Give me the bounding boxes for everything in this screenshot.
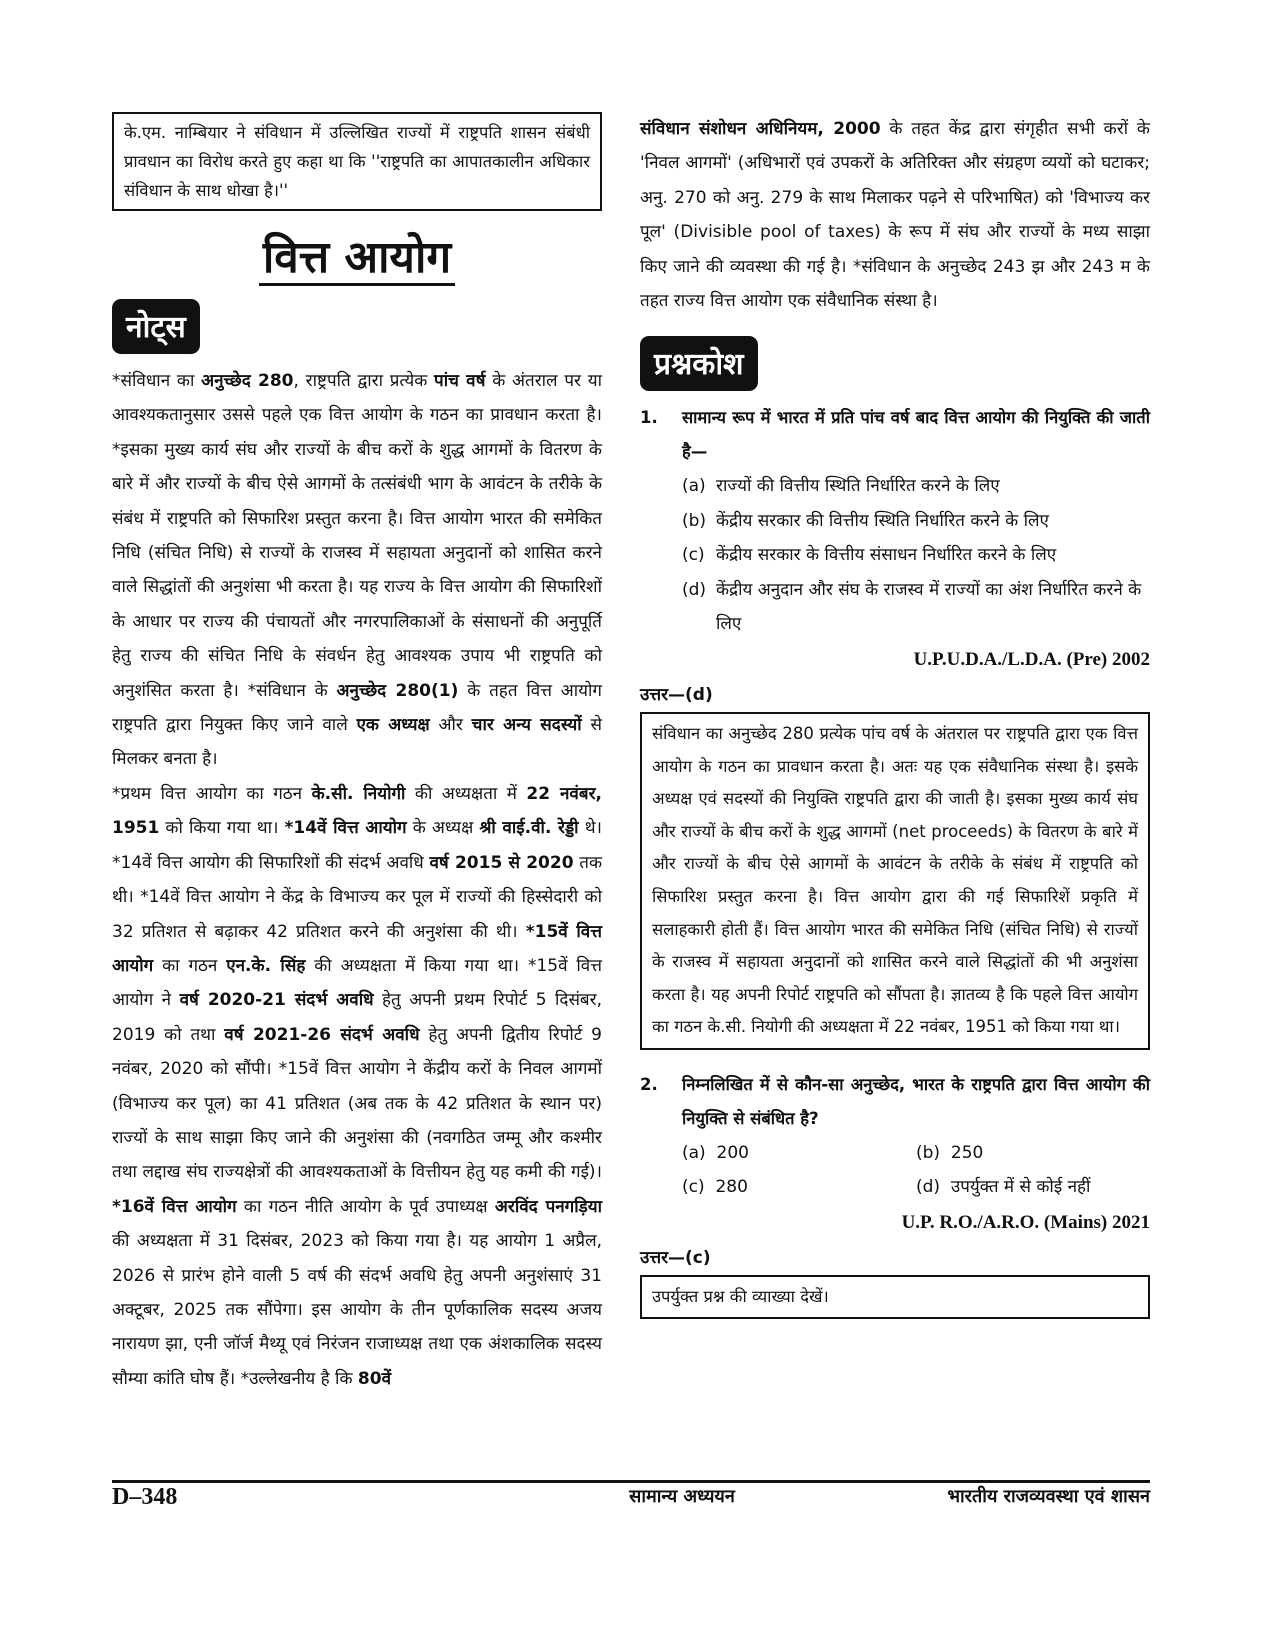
- bold-text-run: *16वें वित्त आयोग: [112, 1196, 237, 1217]
- notes-paragraph-1: [112, 364, 602, 777]
- question-source: U.P. R.O./A.R.O. (Mains) 2021: [901, 1211, 1150, 1233]
- text-run: थे। *14वें वित्त आयोग की सिफारिशों की संदर्भ अवधि: [112, 818, 602, 873]
- option: [682, 1170, 916, 1205]
- text-run: हेतु अपनी प्रथम रिपोर्ट 5 दिसंबर, 2019 को तथा: [112, 990, 602, 1045]
- bold-text-run: 22 नवंबर, 1951: [112, 783, 602, 839]
- option-text: 280: [715, 1177, 748, 1198]
- bold-text-run: अनुच्छेद 280: [201, 371, 294, 391]
- text-run: *संविधान का: [112, 371, 202, 391]
- explanation-text: संविधान का अनुच्छेद 280 प्रत्येक पांच वर्ष के अंतराल पर राष्ट्रपति द्वारा एक वित्त आयोग के गठन का प्रावधान करता है। अतः यह एक संवैधानिक संस्था है। इसके अध्यक्ष एवं सदस्यों की नियुक्ति राष्ट्रपति द्वारा की जाती है। इसका मुख्य कार्य संघ और राज्यों के बीच करों के शुद्ध आगमों (net proceeds) के वितरण के बारे में और राज्यों के बीच ऐसे आगमों के आवंटन के तरीके के संबंध में राष्ट्रपति को सिफारिश प्रस्तुत करना है। वित्त आयोग द्वारा की गई सिफारिशें प्रकृति में सलाहकारी होती हैं। वित्त आयोग भारत की समेकित निधि (संचित निधि) से राज्यों के राजस्व में सहायता अनुदानों को शासित करने वाले सिद्धांतों की भी अनुशंसा करता है। यह अपनी रिपोर्ट राष्ट्रपति को सौंपता है। ज्ञातव्य है कि पहले वित्त आयोग का गठन के.सी. नियोगी की अध्यक्षता में 22 नवंबर, 1951 को किया गया था।: [652, 723, 1138, 1037]
- option-text: केंद्रीय सरकार के वित्तीय संसाधन निर्धारित करने के लिए: [716, 545, 1057, 566]
- bold-text-run: पांच वर्ष: [434, 371, 486, 391]
- option-label: (d): [682, 579, 707, 600]
- text-run: के तहत वित्त आयोग राष्ट्रपति द्वारा नियुक्त किए जाने वाले: [112, 680, 603, 736]
- option-label: (b): [916, 1142, 941, 1163]
- text-run: की अध्यक्षता में 31 दिसंबर, 2023 को किया गया है। यह आयोग 1 अप्रैल, 2026 से प्रारंभ होने वाली 5 वर्ष की संदर्भ अवधि हेतु अपनी अनुशंसाएं 31 अक्टूबर, 2025 तक सौंपेगा। इस आयोग के तीन पूर्णकालिक सदस्य अजय नारायण झा, एनी जॉर्ज मैथ्यू एवं निरंजन राजाध्यक्ष तथा एक अंशकालिक सदस्य सौम्या कांति घोष हैं। *उल्लेखनीय है कि: [112, 1231, 602, 1389]
- question-text: सामान्य रूप में भारत में प्रति पांच वर्ष बाद वित्त आयोग की नियुक्ति की जाती है—: [682, 408, 1150, 462]
- question-number: 2.: [640, 1074, 658, 1094]
- option: [640, 469, 1150, 504]
- question-text: निम्नलिखित में से कौन-सा अनुच्छेद, भारत के राष्ट्रपति द्वारा वित्त आयोग की नियुक्ति से संबंधित है?: [682, 1074, 1150, 1128]
- bold-text-run: वर्ष 2015 से 2020: [429, 852, 574, 873]
- notes-paragraph-2: [112, 777, 602, 1396]
- bold-text-run: संविधान संशोधन अधिनियम, 2000: [640, 119, 881, 139]
- text-run: *प्रथम वित्त आयोग का गठन: [112, 783, 312, 804]
- option-text: राज्यों की वित्तीय स्थिति निर्धारित करने के लिए: [716, 476, 1000, 497]
- option-grid: [640, 1136, 1150, 1205]
- footer-book-title: भारतीय राजव्यवस्था एवं शासन: [947, 1486, 1150, 1507]
- chapter-title-text: वित्त आयोग: [259, 232, 455, 286]
- option-text: केंद्रीय सरकार की वित्तीय स्थिति निर्धारित करने के लिए: [716, 510, 1049, 531]
- notes-paragraph-3: [640, 112, 1150, 318]
- text-run: का गठन नीति आयोग के पूर्व उपाध्यक्ष: [236, 1196, 495, 1217]
- bold-text-run: श्री वाई.वी. रेड्डी: [479, 818, 579, 839]
- text-run: और: [429, 715, 472, 736]
- notes-tag: नोट्स: [112, 299, 200, 354]
- option-text: 250: [950, 1142, 984, 1163]
- text-run: हेतु अपनी द्वितीय रिपोर्ट 9 नवंबर, 2020 को सौंपी। *15वें वित्त आयोग ने केंद्रीय करों के निवल आगमों (विभाज्य कर पूल) का 41 प्रतिशत (अब तक के 42 प्रतिशत के स्थान पर) राज्यों के साथ साझा किए जाने की अनुशंसा की (नवगठित जम्मू और कश्मीर तथा लद्दाख संघ राज्यक्षेत्रों की आवश्यकताओं के वित्तीयन हेतु यह कमी की गई)।: [112, 1024, 603, 1183]
- text-run: के अंतराल पर या आवश्यकतानुसार उससे पहले एक वित्त आयोग के गठन का प्रावधान करता है। *इसका मुख्य कार्य संघ और राज्यों के बीच करों के शुद्ध आगमों के वितरण के बारे में और राज्यों के बीच ऐसे आगमों के तत्संबंधी भाग के आवंटन के तरीके के संबंध में राष्ट्रपति को सिफारिश प्रस्तुत करना है। वित्त आयोग भारत की समेकित निधि (संचित निधि) से राज्यों के राजस्व में सहायता अनुदानों को शासित करने वाले सिद्धांतों की अनुशंसा भी करता है। यह राज्य के वित्त आयोग की सिफारिशों के आधार पर राज्य की पंचायतों और नगरपालिकाओं के संसाधनों की अनुपूर्ति हेतु राज्य की संचित निधि के संवर्धन हेतु आवश्यक उपाय भी राष्ट्रपति को अनुशंसित करता है। *संविधान के: [112, 371, 602, 701]
- text-run: को किया गया था।: [159, 818, 285, 839]
- bold-text-run: वर्ष 2020-21 संदर्भ अवधि: [179, 990, 374, 1011]
- option: [916, 1170, 1150, 1205]
- text-run: तक थी। *14वें वित्त आयोग ने केंद्र के विभाज्य कर पूल में राज्यों की हिस्सेदारी को 32 प्रतिशत से बढ़ाकर 42 प्रतिशत करने की अनुशंसा की थी।: [112, 852, 603, 942]
- question-block: [640, 1068, 1150, 1320]
- right-column: [640, 112, 1150, 1319]
- option: [640, 573, 1150, 642]
- text-run: की अध्यक्षता में किया गया था। *15वें वित्त आयोग ने: [112, 955, 603, 1011]
- page-number: D–348: [112, 1484, 178, 1510]
- bold-text-run: *14वें वित्त आयोग: [284, 818, 407, 839]
- option: [916, 1136, 1150, 1171]
- option-text: केंद्रीय अनुदान और संघ के राजस्व में राज्यों का अंश निर्धारित करने के लिए: [716, 579, 1142, 635]
- option: [682, 1136, 916, 1171]
- question-source: U.P.U.D.A./L.D.A. (Pre) 2002: [913, 648, 1150, 670]
- quote-box: [112, 112, 602, 211]
- bold-text-run: चार अन्य सदस्यों: [471, 715, 582, 736]
- quote-text: के.एम. नाम्बियार ने संविधान में उल्लिखित राज्यों में राष्ट्रपति शासन संबंधी प्रावधान का विरोध करते हुए कहा था कि ''राष्ट्रपति का आपातकालीन अधिकार संविधान के साथ धोखा है।'': [124, 123, 590, 200]
- option-label: (b): [682, 510, 707, 531]
- answer-label: उत्तर—(d): [640, 684, 713, 705]
- option: [640, 538, 1150, 573]
- text-run: का गठन: [153, 955, 227, 976]
- question-bank-tag: प्रश्नकोश: [640, 336, 758, 391]
- chapter-title: [112, 229, 602, 287]
- left-column: [112, 112, 602, 1396]
- option-label: (a): [682, 476, 706, 497]
- footer-subject: सामान्य अध्ययन: [629, 1486, 735, 1507]
- answer-label: उत्तर—(c): [640, 1247, 711, 1268]
- text-run: के तहत केंद्र द्वारा संगृहीत सभी करों के 'निवल आगमों' (अधिभारों एवं उपकरों के अतिरिक्त और संग्रहण व्ययों को घटाकर; अनु. 270 को अनु. 279 के साथ मिलाकर पढ़ने से परिभाषित) को 'विभाज्य कर पूल' (Divisible pool of taxes) के रूप में संघ और राज्यों के मध्य साझा किए जाने की व्यवस्था की गई है। *संविधान के अनुच्छेद 243 झ और 243 म के तहत राज्य वित्त आयोग एक संवैधानिक संस्था है।: [640, 119, 1150, 312]
- bold-text-run: अनुच्छेद 280(1): [336, 680, 459, 701]
- option-label: (a): [682, 1142, 706, 1163]
- option: [640, 504, 1150, 539]
- bold-text-run: वर्ष 2021-26 संदर्भ अवधि: [224, 1024, 420, 1045]
- question-block: [640, 401, 1150, 1049]
- option-label: (d): [916, 1177, 941, 1198]
- explanation-text: उपर्युक्त प्रश्न की व्याख्या देखें।: [652, 1286, 829, 1306]
- option-label: (c): [682, 545, 705, 566]
- text-run: के अध्यक्ष: [406, 818, 480, 839]
- bold-text-run: 80वें: [357, 1368, 392, 1389]
- footer-rule: [112, 1480, 1150, 1483]
- explanation-box: [640, 1275, 1150, 1320]
- question-heading: [640, 1068, 1150, 1136]
- bold-text-run: एक अध्यक्ष: [356, 715, 430, 736]
- page-footer: [112, 1484, 1150, 1514]
- bold-text-run: *15वें वित्त आयोग: [112, 921, 602, 976]
- question-number: 1.: [640, 408, 658, 428]
- bold-text-run: अरविंद पनगड़िया: [494, 1196, 602, 1217]
- text-run: की अध्यक्षता में: [405, 783, 527, 804]
- option-text: 200: [716, 1142, 749, 1163]
- option-text: उपर्युक्त में से कोई नहीं: [950, 1177, 1091, 1198]
- question-heading: [640, 401, 1150, 469]
- explanation-box: [640, 712, 1150, 1050]
- bold-text-run: एन.के. सिंह: [226, 955, 306, 976]
- option-label: (c): [682, 1177, 705, 1198]
- text-run: से मिलकर बनता है।: [112, 715, 602, 770]
- text-run: , राष्ट्रपति द्वारा प्रत्येक: [293, 371, 435, 391]
- bold-text-run: के.सी. नियोगी: [311, 783, 406, 804]
